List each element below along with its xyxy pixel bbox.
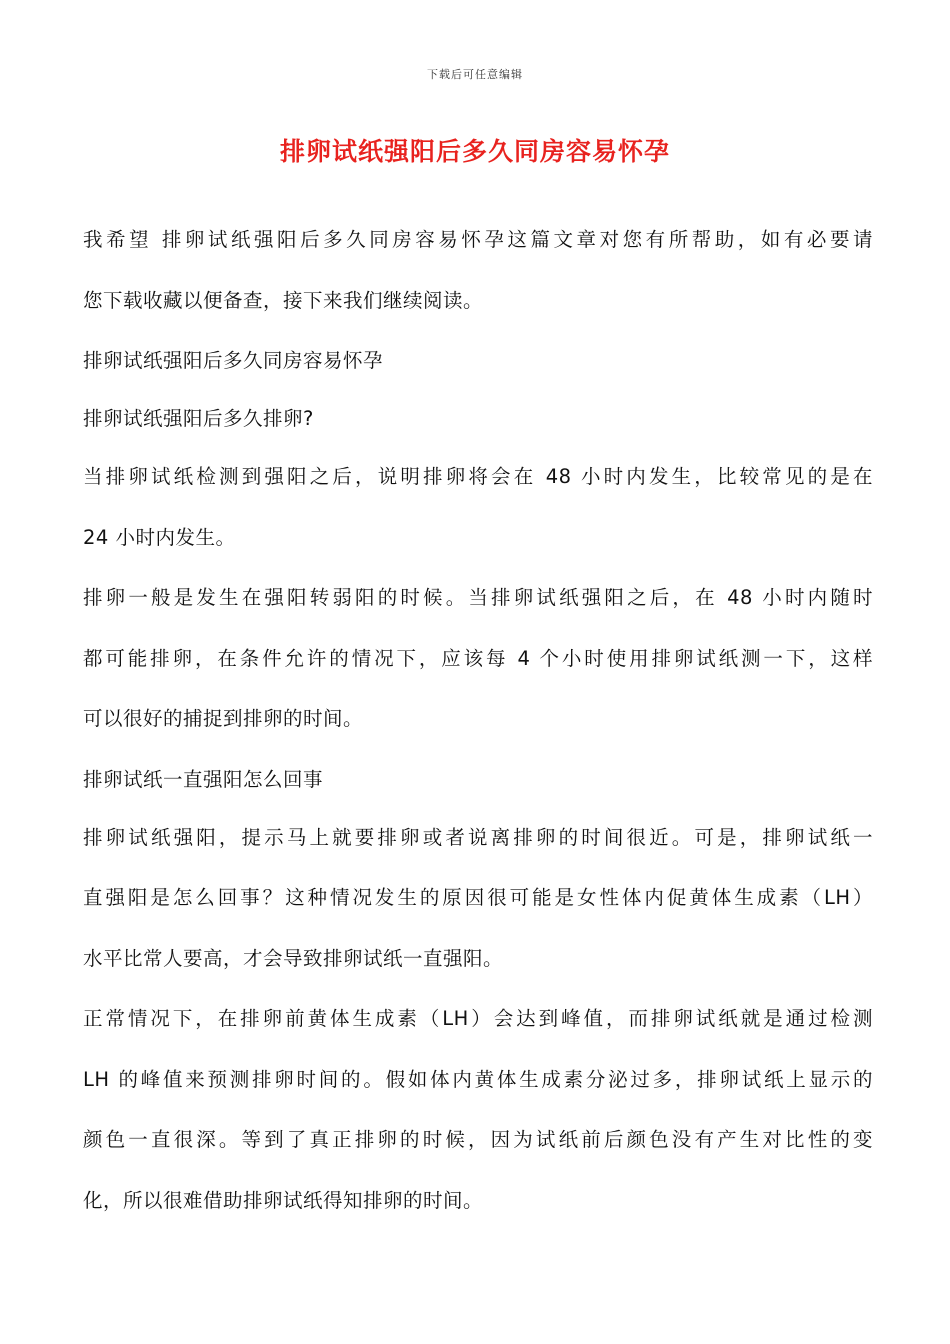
paragraph-line: 可以很好的捕捉到排卵的时间。 bbox=[83, 707, 364, 730]
section-heading: 排卵试纸强阳后多久同房容易怀孕 bbox=[83, 349, 384, 372]
header-note: 下载后可任意编辑 bbox=[427, 68, 523, 81]
paragraph-line: 当排卵试纸检测到强阳之后，说明排卵将会在 48 小时内发生，比较常见的是在 bbox=[83, 465, 873, 488]
paragraph-line: 正常情况下，在排卵前黄体生成素（LH）会达到峰值，而排卵试纸就是通过检测 bbox=[83, 1007, 873, 1030]
paragraph-line: LH 的峰值来预测排卵时间的。假如体内黄体生成素分泌过多，排卵试纸上显示的 bbox=[83, 1067, 873, 1091]
paragraph-line: 24 小时内发生。 bbox=[83, 525, 236, 549]
paragraph-line: 水平比常人要高，才会导致排卵试纸一直强阳。 bbox=[83, 946, 504, 970]
paragraph-line: 都可能排卵，在条件允许的情况下，应该每 4 个小时使用排卵试纸测一下，这样 bbox=[83, 646, 873, 670]
paragraph-line: 您下载收藏以便备查，接下来我们继续阅读。 bbox=[83, 288, 484, 312]
section-heading: 排卵试纸强阳后多久排卵? bbox=[83, 407, 314, 430]
document-title: 排卵试纸强阳后多久同房容易怀孕 bbox=[279, 137, 670, 166]
paragraph-line: 我希望 排卵试纸强阳后多久同房容易怀孕这篇文章对您有所帮助，如有必要请 bbox=[83, 228, 873, 251]
document-body bbox=[83, 216, 873, 1237]
paragraph-line: 排卵试纸强阳，提示马上就要排卵或者说离排卵的时间很近。可是，排卵试纸一 bbox=[83, 825, 873, 849]
section-heading: 排卵试纸一直强阳怎么回事 bbox=[83, 767, 324, 791]
paragraph-line: 排卵一般是发生在强阳转弱阳的时候。当排卵试纸强阳之后，在 48 小时内随时 bbox=[83, 586, 873, 609]
paragraph-line: 化，所以很难借助排卵试纸得知排卵的时间。 bbox=[83, 1188, 484, 1212]
paragraph-line: 直强阳是怎么回事？这种情况发生的原因很可能是女性体内促黄体生成素（LH） bbox=[83, 886, 873, 909]
paragraph-line: 颜色一直很深。等到了真正排卵的时候，因为试纸前后颜色没有产生对比性的变 bbox=[83, 1128, 873, 1151]
